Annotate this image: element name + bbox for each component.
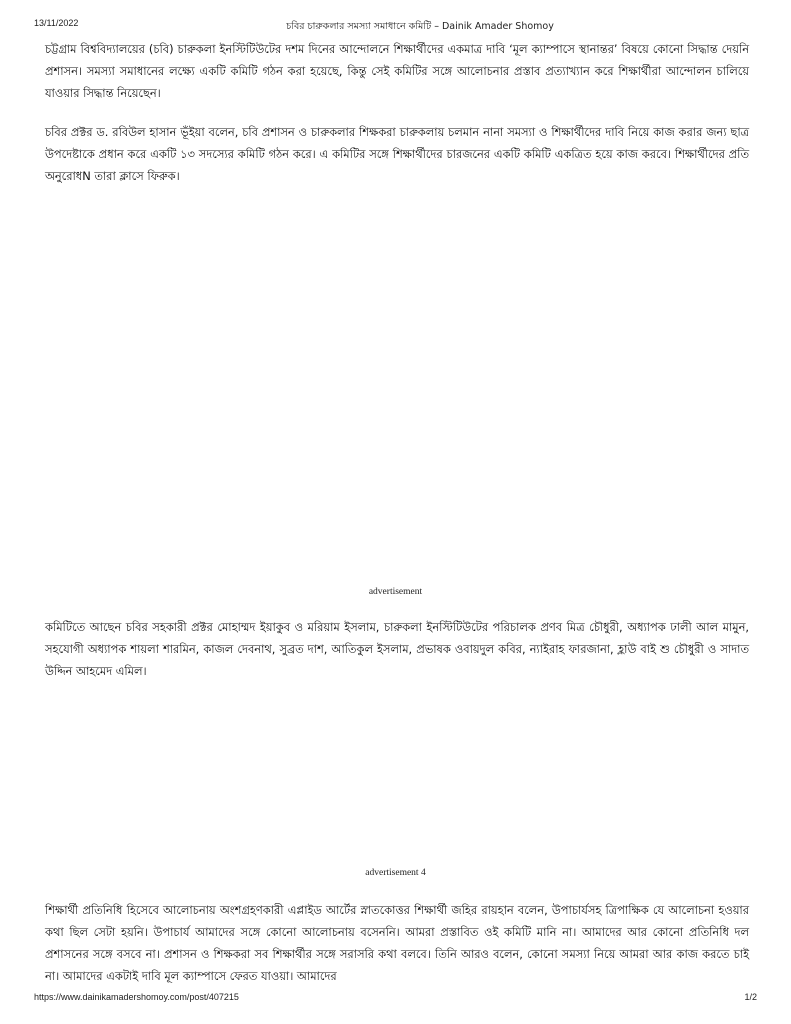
advertisement-label: advertisement	[368, 587, 423, 597]
article-paragraph-1: চট্টগ্রাম বিশ্ববিদ্যালয়ের (চবি) চারুকলা ইনস্টিটিউটের দশম দিনের আন্দোলনে শিক্ষার্থীদের একমাত্র দাবি ‘মূল ক্যাম্পাসে স্থানান্তর’ বিষয়ে কোনো সিদ্ধান্ত দেয়নি প্রশাসন। সমস্যা সমাধানের লক্ষ্যে একটি কমিটি গঠন করা হয়েছে, কিন্তু সেই কমিটির সঙ্গে আলোচনার প্রস্তাব প্রত্যাখ্যান করে শিক্ষার্থীরা আন্দোলন চালিয়ে যাওয়ার সিদ্ধান্ত নিয়েছেন।	[45, 42, 749, 100]
article-paragraph-3: কমিটিতে আছেন চবির সহকারী প্রক্টর মোহাম্মদ ইয়াকুব ও মরিয়াম ইসলাম, চারুকলা ইনস্টিটিউটের পরিচালক প্রণব মিত্র চৌধুরী, অধ্যাপক ঢালী আল মামুন, সহযোগী অধ্যাপক শায়লা শারমিন, কাজল দেবনাথ, সুব্রত দাশ, আতিকুল ইসলাম, প্রভাষক ওবায়দুল কবির, ন্যাইরাহ ফারজানা, হ্লাউ বাই শু চৌধুরী ও সাদাত উদ্দিন আহমেদ এমিল।	[45, 620, 749, 678]
print-footer-url: https://www.dainikamadershomoy.com/post/407215	[34, 992, 239, 1002]
print-date: 13/11/2022	[34, 18, 79, 28]
article-paragraph-2: চবির প্রক্টর ড. রবিউল হাসান ভূঁইয়া বলেন, চবি প্রশাসন ও চারুকলার শিক্ষকরা চারুকলায় চলমান নানা সমস্যা ও শিক্ষার্থীদের দাবি নিয়ে কাজ করার জন্য ছাত্র উপদেষ্টাকে প্রধান করে একটি ১৩ সদস্যের কমিটি গঠন করে। এ কমিটির সঙ্গে শিক্ষার্থীদের চারজনের একটি কমিটি একত্রিত হয়ে কাজ করবে। শিক্ষার্থীদের প্রতি অনুরোধN তারা ক্লাসে ফিরুক।	[45, 125, 749, 183]
print-page-title: চবির চারুকলার সমস্যা সমাধানে কমিটি – Dainik Amader Shomoy	[286, 21, 554, 32]
advertisement-label-4: advertisement 4	[365, 868, 426, 878]
print-page-number: 1/2	[744, 992, 757, 1002]
article-paragraph-4: শিক্ষার্থী প্রতিনিধি হিসেবে আলোচনায় অংশগ্রহণকারী এপ্লাইড আর্টের স্নাতকোত্তর শিক্ষার্থী জহির রায়হান বলেন, উপাচার্যসহ ত্রিপাক্ষিক যে আলোচনা হওয়ার কথা ছিল সেটা হয়নি। উপাচার্য আমাদের সঙ্গে কোনো আলোচনায় বসেননি। আমরা প্রস্তাবিত ওই কমিটি মানি না। আমাদের আর কোনো প্রতিনিধি দল প্রশাসনের সঙ্গে বসবে না। প্রশাসন ও শিক্ষকরা সব শিক্ষার্থীর সঙ্গে সরাসরি কথা বলবে। তিনি আরও বলেন, কোনো সমস্যা নিয়ে আমরা আর কাজ করতে চাই না। আমাদের একটাই দাবি মূল ক্যাম্পাসে ফেরত যাওয়া। আমাদের	[45, 903, 749, 983]
